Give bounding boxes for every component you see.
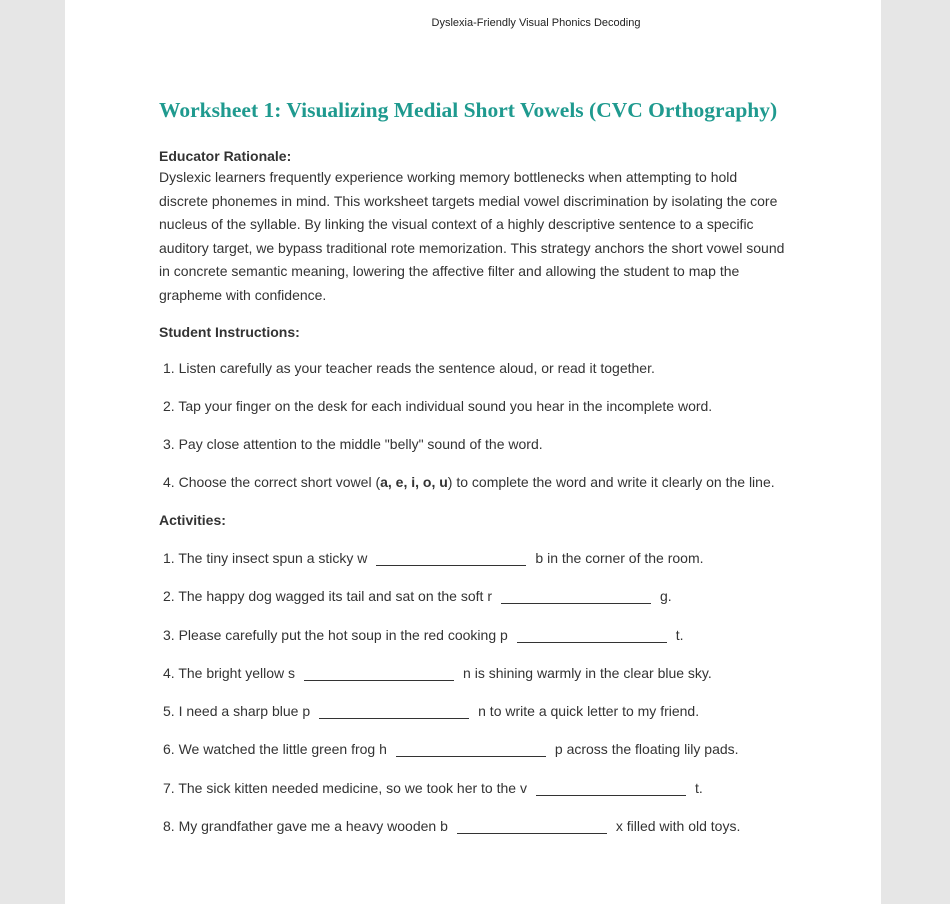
- activity-text-after: n to write a quick letter to my friend.: [478, 703, 700, 720]
- activity-text-before: The tiny insect spun a sticky w: [178, 550, 368, 566]
- answer-blank[interactable]: [501, 589, 651, 604]
- activity-item: [159, 662, 789, 685]
- instruction-item: 1. Listen carefully as your teacher reads the sentence aloud, or read it together.: [163, 360, 655, 376]
- instruction-item: 4. Choose the correct short vowel (a, e, i, o, u) to complete the word and write it clearly on the line.: [163, 474, 775, 490]
- instruction-text: Listen carefully as your teacher reads the sentence aloud, or read it together.: [178, 360, 655, 376]
- activity-text-after: x filled with old toys.: [615, 818, 741, 835]
- rationale-heading: Educator Rationale:: [159, 148, 292, 164]
- activity-text-before: My grandfather gave me a heavy wooden b: [178, 818, 448, 835]
- running-header: Dyslexia-Friendly Visual Phonics Decoding: [431, 17, 641, 29]
- activity-item: [159, 547, 789, 570]
- vowel-list: a, e, i, o, u: [380, 474, 448, 490]
- worksheet-content: [159, 96, 789, 853]
- activity-text-before: We watched the little green frog h: [178, 741, 387, 758]
- activity-item: [159, 738, 789, 761]
- activity-text-after: b in the corner of the room.: [535, 550, 704, 566]
- answer-blank[interactable]: [517, 628, 667, 643]
- activity-text-before: The sick kitten needed medicine, so we took her to the v: [178, 779, 527, 796]
- activity-item: [159, 777, 789, 800]
- answer-blank[interactable]: [376, 551, 526, 566]
- activity-number: 8.: [163, 818, 175, 835]
- answer-blank[interactable]: [304, 666, 454, 681]
- activity-item: [159, 585, 789, 608]
- activity-number: 6.: [163, 741, 175, 758]
- instructions-heading: Student Instructions:: [159, 324, 300, 340]
- activity-text-after: t.: [675, 626, 684, 643]
- instruction-text: Pay close attention to the middle "belly" sound of the word.: [178, 436, 543, 452]
- activity-number: 1.: [163, 550, 175, 566]
- activity-text-before: The bright yellow s: [178, 664, 296, 681]
- rationale-text: Dyslexic learners frequently experience working memory bottlenecks when attempting to hold discrete phonemes in mind. This worksheet targets medial vowel discrimination by isolating the core nucleus of the syllable. By linking the visual context of a highly descriptive sentence to a specific auditory target, we bypass traditional rote memorization. This strategy anchors the short vowel sound in concrete semantic meaning, lowering the affective filter and allowing the student to map the grapheme with confidence.: [159, 169, 785, 303]
- instruction-text: Choose the correct short vowel (: [178, 474, 381, 490]
- activity-number: 5.: [163, 703, 175, 720]
- activity-item: [159, 815, 789, 838]
- worksheet-page: [65, 0, 881, 904]
- answer-blank[interactable]: [457, 819, 607, 834]
- activity-text-before: The happy dog wagged its tail and sat on the soft r: [178, 588, 492, 605]
- activity-text-after: t.: [694, 779, 703, 796]
- activity-text-after: g.: [659, 588, 672, 605]
- activity-text-after: n is shining warmly in the clear blue sky.: [463, 664, 712, 681]
- answer-blank[interactable]: [396, 742, 546, 757]
- activity-text-before: I need a sharp blue p: [178, 703, 311, 720]
- answer-blank[interactable]: [319, 704, 469, 719]
- activity-item: [159, 624, 789, 647]
- activities-heading: Activities:: [159, 512, 226, 528]
- instruction-text: Tap your finger on the desk for each individual sound you hear in the incomplete word.: [178, 398, 713, 414]
- instruction-item: 2. Tap your finger on the desk for each individual sound you hear in the incomplete word.: [163, 398, 713, 414]
- worksheet-title: Worksheet 1: Visualizing Medial Short Vowels (CVC Orthography): [159, 98, 778, 122]
- activities-list: [159, 547, 789, 838]
- instructions-list: [159, 357, 789, 494]
- activity-text-before: Please carefully put the hot soup in the red cooking p: [178, 626, 508, 643]
- activity-number: 2.: [163, 588, 175, 605]
- activity-number: 7.: [163, 779, 175, 796]
- activity-item: [159, 700, 789, 723]
- instruction-text: ) to complete the word and write it clearly on the line.: [447, 474, 775, 490]
- answer-blank[interactable]: [536, 781, 686, 796]
- activity-number: 4.: [163, 664, 175, 681]
- activity-number: 3.: [163, 626, 175, 643]
- activity-text-after: p across the floating lily pads.: [554, 741, 739, 758]
- instruction-item: 3. Pay close attention to the middle "belly" sound of the word.: [163, 436, 543, 452]
